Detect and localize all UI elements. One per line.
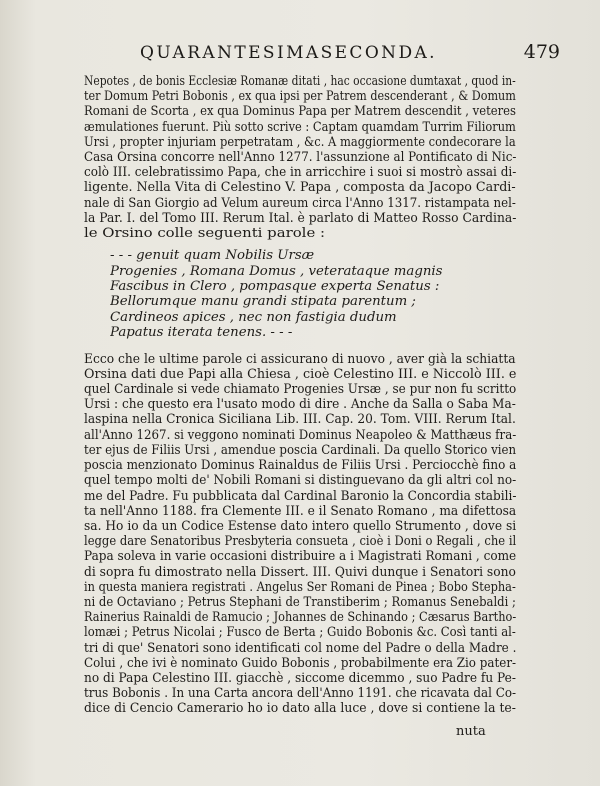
text-line: Ursi : che questo era l'usato modo di dire . Anche da Salla o Saba Ma- bbox=[84, 397, 516, 413]
catchword: nuta bbox=[456, 724, 486, 739]
text-line: Papa soleva in varie occasioni distribuire a i Magistrati Romani , come bbox=[84, 549, 516, 565]
page-number: 479 bbox=[523, 41, 560, 63]
text-line: Rainerius Rainaldi de Ramucio ; Johannes de Schinando ; Cæsarus Bartho- bbox=[84, 610, 516, 626]
text-line: nale di San Giorgio ad Velum aureum circa l'Anno 1317. ristampata nel- bbox=[84, 195, 516, 211]
text-line: sa. Ho io da un Codice Estense dato intero quello Strumento , dove si bbox=[84, 518, 516, 534]
text-line: quel tempo molti de' Nobili Romani si distinguevano da gli altri col no- bbox=[84, 473, 516, 489]
verse-line: Progenies , Romana Domus , veterataque magnis bbox=[110, 263, 443, 279]
text-line: le Orsino colle seguenti parole : bbox=[84, 226, 326, 242]
verse-line: Cardineos apices , nec non fastigia dudum bbox=[110, 309, 397, 325]
paragraph-1 bbox=[84, 74, 516, 241]
text-line: ter ejus de Filiis Ursi , amendue poscia Cardinali. Da quello Storico vien bbox=[84, 442, 516, 458]
text-line: Nepotes , de bonis Ecclesiæ Romanæ ditati , hac occasione dumtaxat , quod in- bbox=[84, 74, 516, 89]
text-line: Romani de Scorta , ex qua Dominus Papa per Matrem descendit , veteres bbox=[84, 104, 516, 120]
text-line: laspina nella Cronica Siciliana Lib. III. Cap. 20. Tom. VIII. Rerum Ital. bbox=[84, 412, 516, 428]
text-line: Orsina dati due Papi alla Chiesa , cioè Celestino III. e Niccolò III. e bbox=[84, 366, 516, 382]
text-line: ter Domum Petri Bobonis , ex qua ipsi per Patrem descenderant , & Domum bbox=[84, 89, 516, 105]
text-line: ligente. Nella Vita di Celestino V. Papa , composta da Jacopo Cardi- bbox=[84, 180, 516, 196]
text-line: no di Papa Celestino III. giacchè , siccome dicemmo , suo Padre fu Pe- bbox=[84, 670, 516, 686]
running-title: QUARANTESIMASECONDA. bbox=[140, 43, 437, 63]
text-line: quel Cardinale si vede chiamato Progenies Ursæ , se pur non fu scritto bbox=[84, 382, 516, 398]
text-line: Ursi , propter injuriam perpetratam , &c. A maggiormente condecorare la bbox=[84, 134, 516, 150]
verse-line: - - - genuit quam Nobilis Ursæ bbox=[110, 248, 315, 264]
paragraph-2 bbox=[84, 352, 516, 717]
text-line: colò III. celebratissimo Papa, che in arricchire i suoi si mostrò assai di- bbox=[84, 165, 516, 181]
text-line: dice di Cencio Camerario ho io dato alla luce , dove si contiene la te- bbox=[84, 701, 516, 717]
text-line: Ecco che le ultime parole ci assicurano di nuovo , aver già la schiatta bbox=[84, 351, 516, 367]
body-text bbox=[84, 74, 516, 717]
text-line: in questa maniera registrati . Angelus Ser Romani de Pinea ; Bobo Stepha- bbox=[84, 579, 516, 595]
text-line: Colui , che ivi è nominato Guido Bobonis , probabilmente era Zio pater- bbox=[84, 655, 516, 671]
running-head bbox=[140, 43, 560, 65]
text-line: ni de Octaviano ; Petrus Stephani de Transtiberim ; Romanus Senebaldi ; bbox=[84, 594, 516, 610]
verse-line: Papatus iterata tenens. - - - bbox=[110, 325, 293, 341]
text-line: la Par. I. del Tomo III. Rerum Ital. è parlato di Matteo Rosso Cardina- bbox=[84, 210, 516, 226]
text-line: æmulationes fuerunt. Più sotto scrive : Captam quamdam Turrim Filiorum bbox=[84, 119, 516, 135]
verse-quotation bbox=[110, 248, 516, 340]
text-line: me del Padre. Fu pubblicata dal Cardinal Baronio la Concordia stabili- bbox=[84, 488, 516, 504]
text-line: all'Anno 1267. si veggono nominati Dominus Neapoleo & Matthæus fra- bbox=[84, 427, 516, 443]
text-line: tri di que' Senatori sono identificati col nome del Padre o della Madre . bbox=[84, 640, 516, 656]
text-line: legge dare Senatoribus Presbyteria consueta , cioè i Doni o Regali , che il bbox=[84, 534, 516, 550]
text-line: di sopra fu dimostrato nella Dissert. III. Quivi dunque i Senatori sono bbox=[84, 564, 516, 580]
text-line: Casa Orsina concorre nell'Anno 1277. l'assunzione al Pontificato di Nic- bbox=[84, 150, 516, 166]
text-line: poscia menzionato Dominus Rainaldus de Filiis Ursi . Perciocchè fino a bbox=[84, 458, 516, 474]
text-line: lomæi ; Petrus Nicolai ; Fusco de Berta ; Guido Bobonis &c. Così tanti al- bbox=[84, 625, 516, 641]
text-line: trus Bobonis . In una Carta ancora dell'Anno 1191. che ricavata dal Co- bbox=[84, 686, 516, 702]
text-line: ta nell'Anno 1188. fra Clemente III. e il Senato Romano , ma difettosa bbox=[84, 503, 516, 519]
verse-line: Bellorumque manu grandi stipata parentum ; bbox=[110, 294, 416, 310]
verse-line: Fascibus in Clero , pompasque experta Senatus : bbox=[110, 279, 440, 295]
